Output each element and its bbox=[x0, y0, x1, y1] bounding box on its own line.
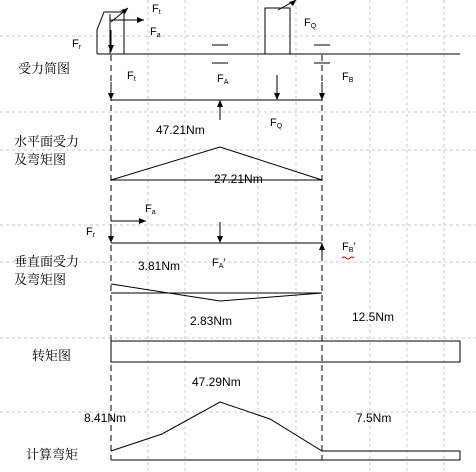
label-fb-v: FB’ bbox=[342, 241, 356, 254]
value-combined-left: 8.41Nm bbox=[84, 411, 127, 425]
fq-arrowhead-h bbox=[274, 93, 280, 100]
section-label-combined: 计算弯矩 bbox=[26, 448, 79, 463]
value-combined-right: 7.5Nm bbox=[356, 411, 392, 425]
label-fq-h: FQ bbox=[270, 117, 283, 130]
value-vertical-mid: 2.83Nm bbox=[190, 314, 233, 328]
fr-arrowhead-v bbox=[108, 236, 114, 243]
label-fa-v-mid: FA’ bbox=[212, 257, 226, 270]
value-horizontal-right: 27.21Nm bbox=[214, 172, 263, 186]
spellcheck-underline bbox=[342, 257, 354, 259]
fa-arrowhead-v-mid bbox=[217, 236, 223, 243]
vertical-plane-forces bbox=[86, 203, 356, 270]
combined-moment-curve bbox=[111, 402, 460, 460]
horizontal-moment-diagram bbox=[111, 123, 322, 186]
section-label-torque: 转矩图 bbox=[32, 349, 72, 364]
label-fa-v: Fa bbox=[145, 203, 156, 216]
section-label-horizontal-line2: 及弯矩图 bbox=[14, 153, 67, 168]
value-vertical-left: 3.81Nm bbox=[138, 259, 181, 273]
fb-arrowhead-v bbox=[319, 243, 325, 250]
section-label-vertical-line1: 垂直面受力 bbox=[14, 255, 80, 270]
vertical-moment-diagram bbox=[111, 259, 322, 328]
label-fb-h: FB bbox=[342, 71, 354, 84]
value-combined-peak: 47.29Nm bbox=[192, 375, 241, 389]
horizontal-plane-forces bbox=[108, 70, 354, 130]
fb-arrowhead-h bbox=[319, 93, 325, 100]
combined-moment-diagram bbox=[84, 375, 460, 460]
label-fa-h: FA bbox=[217, 73, 229, 86]
pulley-body bbox=[265, 8, 290, 54]
fr-arrowhead-top bbox=[108, 45, 114, 52]
torque-rectangle bbox=[111, 341, 460, 362]
force-sketch bbox=[72, 0, 460, 63]
value-torque: 12.5Nm bbox=[352, 310, 395, 324]
value-horizontal-peak: 47.21Nm bbox=[156, 123, 205, 137]
section-label-vertical-line2: 及弯矩图 bbox=[14, 273, 67, 288]
section-label-horizontal-line1: 水平面受力 bbox=[14, 135, 80, 150]
label-fq-top: FQ bbox=[304, 17, 317, 30]
torque-diagram bbox=[111, 310, 460, 362]
fa-arrowhead-v bbox=[139, 218, 146, 224]
ft-arrowhead-h bbox=[108, 93, 114, 100]
label-fa-top: Fa bbox=[150, 26, 161, 39]
label-ft-h: Ft bbox=[127, 70, 136, 83]
label-fr-top: Fr bbox=[72, 38, 82, 51]
section-label-force-sketch: 受力简图 bbox=[18, 62, 71, 77]
label-ft-top: Ft bbox=[152, 3, 161, 16]
fa-arrowhead-top bbox=[137, 17, 144, 23]
fa-arrowhead-h bbox=[217, 100, 223, 107]
fq-arrowhead-top bbox=[289, 0, 296, 6]
label-fr-v: Fr bbox=[86, 226, 96, 239]
